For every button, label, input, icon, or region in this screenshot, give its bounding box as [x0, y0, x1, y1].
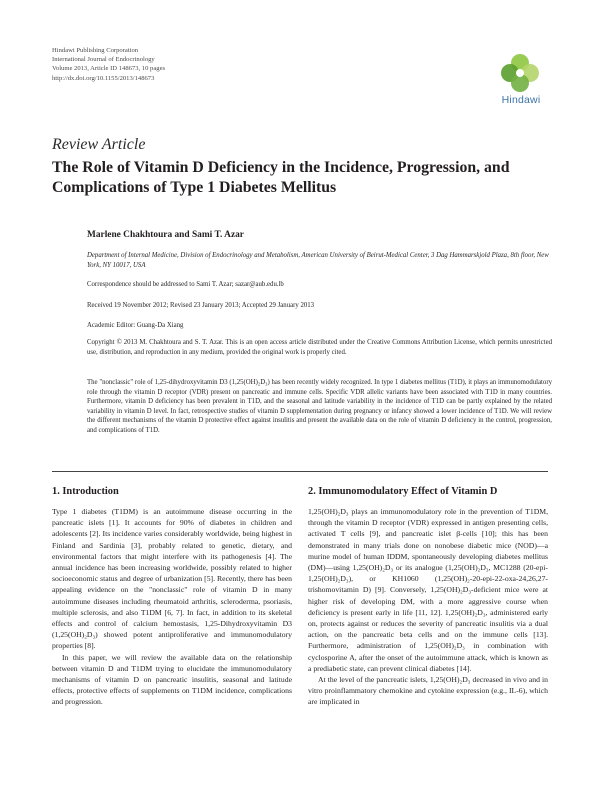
intro-paragraph-2: In this paper, we will review the available data on the relationship between vitamin D and T1DM trying to elucidate the immunomodulatory mechanisms of vitamin D on pancreatic insulitis, seasonal and latitude effects, protective effects of supplements on T1DM incidence, complications and progression.: [52, 652, 292, 707]
abstract: The "nonclassic" role of 1,25-dihydroxyvitamin D3 (1,25(OH)₂D₃) has been recently widely recognized. In type 1 diabetes mellitus (T1D), it plays an immunomodulatory role through the vitamin D receptor (VDR) present on pancreatic and immune cells. Specific VDR allelic variants have been associated with T1D in many countries. Furthermore, vitamin D deficiency has been prevalent in T1D, and the seasonal and latitude variability in the incidence of T1D can be partly explained by the related variability in vitamin D level. In fact, retrospective studies of vitamin D supplementation during pregnancy or infancy showed a lower incidence of T1D. We will review the different mechanisms of the vitamin D protective effect against insulitis and present the available data on the role of vitamin D deficiency in the control, progression, and complications of T1D.: [87, 379, 552, 434]
article-authors: Marlene Chakhtoura and Sami T. Azar: [87, 230, 244, 240]
section-divider: [52, 471, 548, 472]
article-category: Review Article: [52, 136, 146, 153]
intro-paragraph-1: Type 1 diabetes (T1DM) is an autoimmune disease occurring in the pancreatic islets [1]. It accounts for 90% of diabetes in children and adolescents [2]. Its incidence varies considerably worldwide, being highest in Finland and Sardinia [3], probably related to genetic, dietary, and environmental factors that might interfere with its pathogenesis [4]. The annual incidence has been increasing worldwide, possibly related to higher socioeconomic status and degree of urbanization [5]. Recently, there has been appealing evidence on the "nonclassic" role of vitamin D in many autoimmune diseases including rheumatoid arthritis, scleroderma, psoriasis, multiple sclerosis, and also T1DM [6, 7]. In fact, in addition to its skeletal effects and control of calcium hemostasis, 1,25-Dihydroxyvitamin D3 (1,25(OH)₂D₃) showed potent antiproliferative and immunomodulatory properties [8].: [52, 507, 292, 651]
volume-info: Volume 2013, Article ID 148673, 10 pages: [52, 65, 166, 73]
right-column: [308, 506, 548, 708]
hindawi-logo-text: Hindawi: [501, 94, 541, 106]
doi-link[interactable]: http://dx.doi.org/10.1155/2013/148673: [52, 74, 155, 82]
correspondence: Correspondence should be addressed to Sami T. Azar; sazar@aub.edu.lb: [87, 281, 284, 288]
immuno-paragraph-1: 1,25(OH)₂D₃ plays an immunomodulatory role in the prevention of T1DM, through the vitamin D receptor (VDR) expressed in antigen presenting cells, activated T cells [9], and pancreatic islet β-cells [10]; this has been demonstrated in many trials done on nonobese diabetic mice (NOD)—a murine model of human IDDM, spontaneously developing diabetes mellitus (DM)—using 1,25(OH)₂D₃ or its analogue (1,25(OH)₂D₃, MC1288 (20-epi-1,25(OH)₂D₃), or KH1060 (1,25(OH)₂-20-epi-22-oxa-24,26,27-trishomovitamin D) [9]. Conversely, 1,25(OH)₂D₃-deficient mice were at higher risk of developing DM, with a more aggressive course when deficiency is present early in life [11, 12]. 1,25(OH)₂D₃, administered early on, protects against or reduces the severity of pancreatic insulitis via a dual action, on the pancreatic beta cells and on the immune cells [13]. Furthermore, administration of 1,25(OH)₂D₃ in combination with cyclosporine A, after the onset of the autoimmune attack, which is known as a prediabetic state, can prevent clinical diabetes [14].: [308, 507, 548, 673]
article-title: The Role of Vitamin D Deficiency in the Incidence, Progression, and Complications of Type 1 Diabetes Mellitus: [52, 159, 510, 196]
journal-name: International Journal of Endocrinology: [52, 56, 155, 64]
left-column: [52, 506, 292, 708]
immuno-heading: 2. Immunomodulatory Effect of Vitamin D: [308, 486, 498, 497]
academic-editor: Academic Editor: Guang-Da Xiang: [87, 322, 184, 329]
article-dates: Received 19 November 2012; Revised 23 January 2013; Accepted 29 January 2013: [87, 302, 315, 309]
author-affiliation: Department of Internal Medicine, Division of Endocrinology and Metabolism, American University of Beirut-Medical Center, 3 Dag Hammarskjold Plaza, 8th floor, New York, NY 10017, USA: [87, 252, 549, 269]
journal-metadata: [52, 46, 165, 83]
copyright-notice: Copyright © 2013 M. Chakhtoura and S. T. Azar. This is an open access article distributed under the Creative Commons Attribution License, which permits unrestricted use, distribution, and reproduction in any medium, provided the original work is properly cited.: [87, 339, 552, 356]
publisher-name: Hindawi Publishing Corporation: [52, 47, 139, 54]
immuno-paragraph-2: At the level of the pancreatic islets, 1,25(OH)₂D₃ decreased in vivo and in vitro proinflammatory chemokine and cytokine expression (e.g., IL-6), which are implicated in: [308, 675, 548, 707]
intro-heading: 1. Introduction: [52, 486, 119, 497]
